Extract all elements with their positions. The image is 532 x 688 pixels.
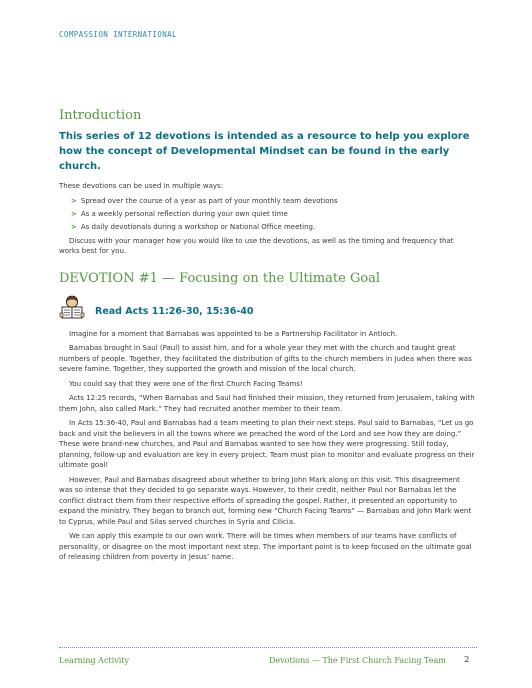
devotion-paragraph: Imagine for a moment that Barnabas was appointed to be a Partnership Facilitator in Antioch. bbox=[69, 329, 398, 338]
list-item: > As a weekly personal reflection during your own quiet time bbox=[71, 209, 288, 218]
discuss-paragraph: Discuss with your manager how you would like to use the devotions, as well as the timing and frequency that works best for you. bbox=[59, 236, 454, 255]
footer-divider bbox=[59, 647, 477, 648]
devotion-paragraph: Acts 12:25 records, “When Barnabas and Saul had finished their mission, they returned from Jerusalem, taking with them John, also called Mark.” They had recruited another member to their team. bbox=[59, 394, 475, 413]
uses-intro: These devotions can be used in multiple ways: bbox=[59, 182, 224, 190]
list-item: > Spread over the course of a year as part of your monthly team devotions bbox=[71, 196, 338, 205]
intro-lead: This series of 12 devotions is intended as a resource to help you explore how the concept of Developmental Mindset can be found in the early church. bbox=[59, 131, 470, 172]
reading-row bbox=[59, 294, 475, 320]
devotion-heading: DEVOTION #1 — Focusing on the Ultimate Goal bbox=[59, 270, 381, 286]
main-content bbox=[59, 108, 475, 567]
devotion-paragraph: We can apply this example to our own work. There will be times when members of our teams have conflicts of personality, or disagree on the most important next step. The important point is to keep focused on the ultimate goal of releasing children from poverty in Jesus’ name. bbox=[59, 532, 472, 561]
person-reading-book-icon bbox=[59, 294, 85, 320]
reading-title: Read Acts 11:26-30, 15:36-40 bbox=[95, 305, 254, 317]
footer-left-label: Learning Activity bbox=[59, 656, 130, 665]
devotion-paragraph: Barnabas brought in Saul (Paul) to assist him, and for a whole year they met with the church and taught great numbers of people. Together, they facilitated the distribution of gifts to the church members in Judea when there was severe famine. Together, they supported the growth and mission of the local church. bbox=[59, 344, 472, 373]
chevron-right-icon: > bbox=[71, 222, 77, 231]
page-number: 2 bbox=[464, 655, 470, 665]
uses-list bbox=[59, 196, 475, 233]
org-header: COMPASSION INTERNATIONAL bbox=[59, 30, 177, 39]
footer-right-label: Devotions — The First Church Facing Team bbox=[269, 656, 446, 665]
devotion-paragraph: In Acts 15:36-40, Paul and Barnabas had a team meeting to plan their next steps. Paul said to Barnabas, “Let us go back and visit the believers in all the towns where we preached the word of the Lord and see how they are doing.” These were brand-new churches, and Paul and Barnabas wanted to see how they were progressing. Still today, planning, follow-up and evaluation are key in every project. Team must plan to monitor and evaluate progress on their ultimate goal! bbox=[59, 419, 475, 469]
intro-heading: Introduction bbox=[59, 108, 142, 123]
devotion-paragraph: You could say that they were one of the first Church Facing Teams! bbox=[69, 379, 303, 388]
list-item: > As daily devotionals during a workshop or National Office meeting. bbox=[71, 222, 316, 231]
devotion-paragraph: However, Paul and Barnabas disagreed about whether to bring John Mark along on this visit. This disagreement was so intense that they decided to go separate ways. However, to their credit, neither Paul nor Barnabas let the conflict distract them from their respective efforts of spreading the gospel. Rather, it presented an opportunity to expand the ministry. They began to branch out, forming new “Church Facing Teams” — Barnabas and John Mark went to Cyprus, while Paul and Silas served churches in Syria and Cilicia. bbox=[59, 475, 472, 526]
chevron-right-icon: > bbox=[71, 209, 77, 218]
chevron-right-icon: > bbox=[71, 196, 77, 205]
